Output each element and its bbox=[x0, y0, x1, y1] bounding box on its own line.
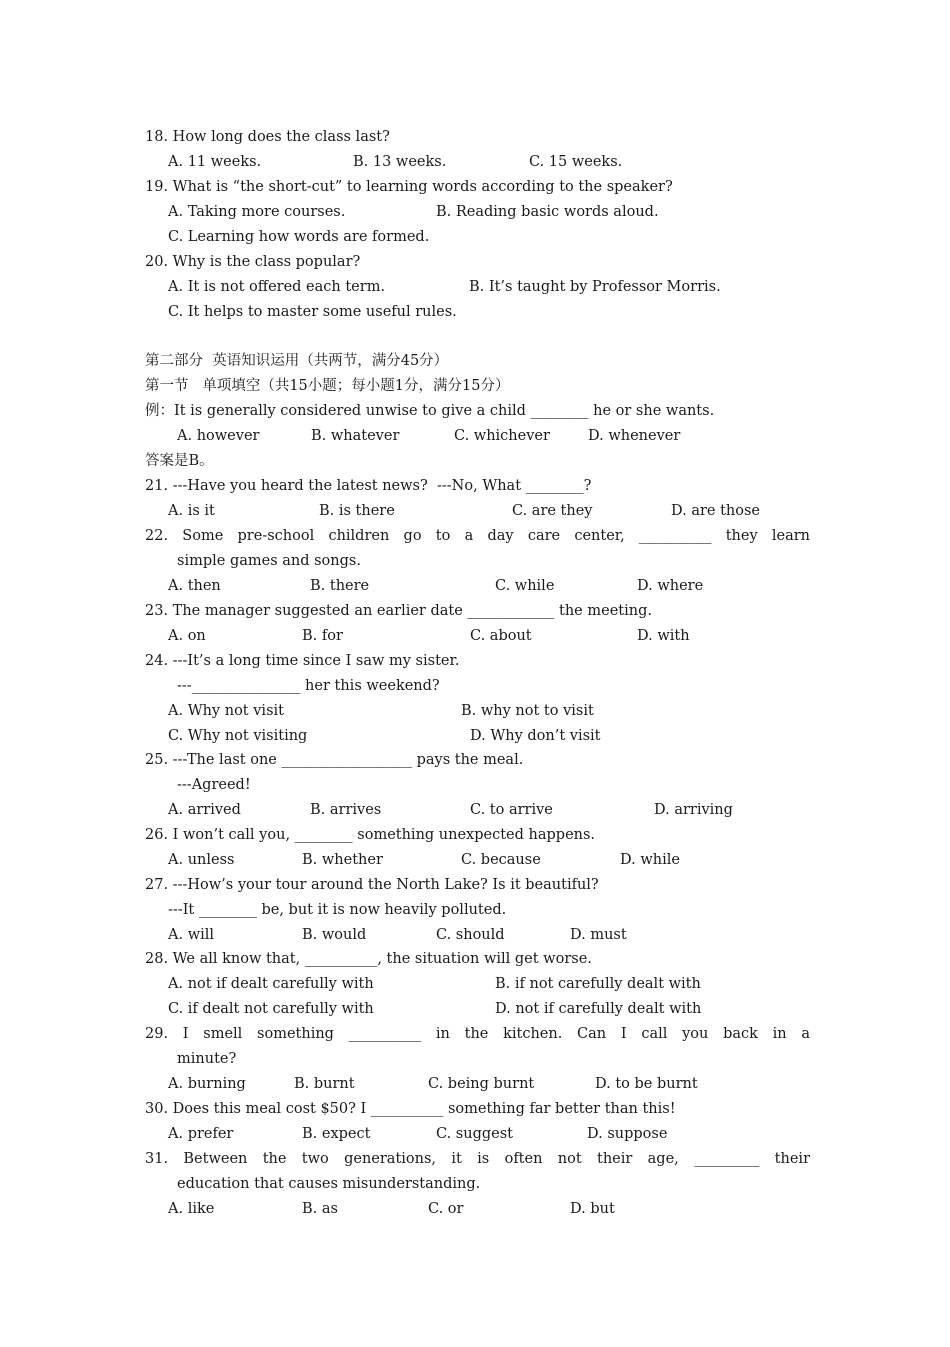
q22-option-b: B. there bbox=[310, 578, 370, 594]
q24-stem-continued: ---_______________ her this weekend? bbox=[177, 678, 440, 694]
q20-options-row1 bbox=[168, 275, 833, 300]
q19-option-c: C. Learning how words are formed. bbox=[168, 229, 430, 245]
q29-stem-continued: minute? bbox=[177, 1051, 237, 1067]
part2-heading: 第二部分 英语知识运用（共两节，满分45分） bbox=[145, 353, 449, 369]
q23-stem: 23. The manager suggested an earlier date ____________ the meeting. bbox=[145, 603, 652, 619]
q31-options bbox=[168, 1197, 833, 1222]
q26-stem: 26. I won’t call you, ________ something unexpected happens. bbox=[145, 827, 596, 843]
q31-option-d: D. but bbox=[570, 1201, 615, 1217]
q27-stem-continued: ---It ________ be, but it is now heavily polluted. bbox=[168, 902, 507, 918]
q31-option-a: A. like bbox=[168, 1201, 215, 1217]
q22-options bbox=[168, 574, 833, 599]
q23-option-a: A. on bbox=[168, 628, 206, 644]
q21-option-b: B. is there bbox=[319, 503, 395, 519]
example-stem: 例：It is generally considered unwise to give a child ________ he or she wants. bbox=[145, 403, 715, 419]
q22-stem: 22. Some pre-school children go to a day care center, __________ they learn bbox=[145, 528, 810, 544]
q27-option-d: D. must bbox=[570, 927, 627, 943]
q20-option-b: B. It’s taught by Professor Morris. bbox=[469, 279, 721, 295]
q21-stem: 21. ---Have you heard the latest news? ---No, What ________? bbox=[145, 478, 592, 494]
q27-option-b: B. would bbox=[302, 927, 367, 943]
q19-options-row1 bbox=[168, 200, 833, 225]
q23-option-c: C. about bbox=[470, 628, 532, 644]
q27-stem: 27. ---How’s your tour around the North Lake? Is it beautiful? bbox=[145, 877, 599, 893]
q25-option-a: A. arrived bbox=[168, 802, 241, 818]
q30-option-c: C. suggest bbox=[436, 1126, 513, 1142]
q28-option-c: C. if dealt not carefully with bbox=[168, 1001, 374, 1017]
q25-option-c: C. to arrive bbox=[470, 802, 553, 818]
q22-option-a: A. then bbox=[168, 578, 221, 594]
q18-options bbox=[168, 150, 833, 175]
example-option-b: B. whatever bbox=[311, 428, 400, 444]
q24-option-c: C. Why not visiting bbox=[168, 728, 308, 744]
example-option-a: A. however bbox=[177, 428, 260, 444]
q19-option-a: A. Taking more courses. bbox=[168, 204, 346, 220]
q30-stem: 30. Does this meal cost $50? I __________ something far better than this! bbox=[145, 1101, 676, 1117]
example-options bbox=[177, 424, 842, 449]
q22-option-c: C. while bbox=[495, 578, 555, 594]
q27-option-a: A. will bbox=[168, 927, 215, 943]
section1-heading: 第一节 单项填空（共15小题；每小题1分，满分15分） bbox=[145, 378, 510, 394]
q18-option-b: B. 13 weeks. bbox=[353, 154, 447, 170]
q24-option-d: D. Why don’t visit bbox=[470, 728, 601, 744]
q30-options bbox=[168, 1122, 833, 1147]
q21-option-a: A. is it bbox=[168, 503, 215, 519]
q25-option-d: D. arriving bbox=[654, 802, 733, 818]
q30-option-a: A. prefer bbox=[168, 1126, 234, 1142]
q26-option-b: B. whether bbox=[302, 852, 383, 868]
q26-option-d: D. while bbox=[620, 852, 680, 868]
example-option-d: D. whenever bbox=[588, 428, 681, 444]
q26-options bbox=[168, 848, 833, 873]
q25-stem: 25. ---The last one __________________ pays the meal. bbox=[145, 752, 524, 768]
q23-option-d: D. with bbox=[637, 628, 690, 644]
q25-stem-continued: ---Agreed! bbox=[177, 777, 251, 793]
q18-option-a: A. 11 weeks. bbox=[168, 154, 262, 170]
q19-stem: 19. What is “the short-cut” to learning words according to the speaker? bbox=[145, 179, 673, 195]
q18-option-c: C. 15 weeks. bbox=[529, 154, 623, 170]
q22-option-d: D. where bbox=[637, 578, 704, 594]
q24-options-row1 bbox=[168, 699, 833, 724]
example-option-c: C. whichever bbox=[454, 428, 550, 444]
q24-options-row2 bbox=[168, 724, 833, 749]
q23-option-b: B. for bbox=[302, 628, 343, 644]
q28-stem: 28. We all know that, __________, the situation will get worse. bbox=[145, 951, 592, 967]
q18-stem: 18. How long does the class last? bbox=[145, 129, 390, 145]
q31-stem-continued: education that causes misunderstanding. bbox=[177, 1176, 481, 1192]
q20-stem: 20. Why is the class popular? bbox=[145, 254, 361, 270]
q29-option-b: B. burnt bbox=[294, 1076, 355, 1092]
q28-option-b: B. if not carefully dealt with bbox=[495, 976, 701, 992]
q25-option-b: B. arrives bbox=[310, 802, 382, 818]
q31-option-c: C. or bbox=[428, 1201, 464, 1217]
q29-option-a: A. burning bbox=[168, 1076, 246, 1092]
example-answer: 答案是B。 bbox=[145, 453, 214, 469]
q21-options bbox=[168, 499, 833, 524]
q20-option-a: A. It is not offered each term. bbox=[168, 279, 386, 295]
q30-option-b: B. expect bbox=[302, 1126, 371, 1142]
q22-stem-continued: simple games and songs. bbox=[177, 553, 361, 569]
q21-option-c: C. are they bbox=[512, 503, 593, 519]
q28-option-a: A. not if dealt carefully with bbox=[168, 976, 374, 992]
q25-options bbox=[168, 798, 833, 823]
q24-stem: 24. ---It’s a long time since I saw my sister. bbox=[145, 653, 460, 669]
q27-option-c: C. should bbox=[436, 927, 505, 943]
q26-option-a: A. unless bbox=[168, 852, 235, 868]
q19-option-b: B. Reading basic words aloud. bbox=[436, 204, 659, 220]
q29-stem: 29. I smell something __________ in the kitchen. Can I call you back in a bbox=[145, 1026, 810, 1042]
q24-option-b: B. why not to visit bbox=[461, 703, 594, 719]
q31-option-b: B. as bbox=[302, 1201, 338, 1217]
q27-options bbox=[168, 923, 833, 948]
q24-option-a: A. Why not visit bbox=[168, 703, 284, 719]
q31-stem: 31. Between the two generations, it is often not their age, _________ their bbox=[145, 1151, 810, 1167]
q29-option-d: D. to be burnt bbox=[595, 1076, 698, 1092]
q20-option-c: C. It helps to master some useful rules. bbox=[168, 304, 457, 320]
q23-options bbox=[168, 624, 833, 649]
q28-options-row1 bbox=[168, 972, 833, 997]
q29-options bbox=[168, 1072, 833, 1097]
q28-option-d: D. not if carefully dealt with bbox=[495, 1001, 702, 1017]
q26-option-c: C. because bbox=[461, 852, 541, 868]
q30-option-d: D. suppose bbox=[587, 1126, 668, 1142]
q21-option-d: D. are those bbox=[671, 503, 761, 519]
q28-options-row2 bbox=[168, 997, 833, 1022]
q29-option-c: C. being burnt bbox=[428, 1076, 535, 1092]
